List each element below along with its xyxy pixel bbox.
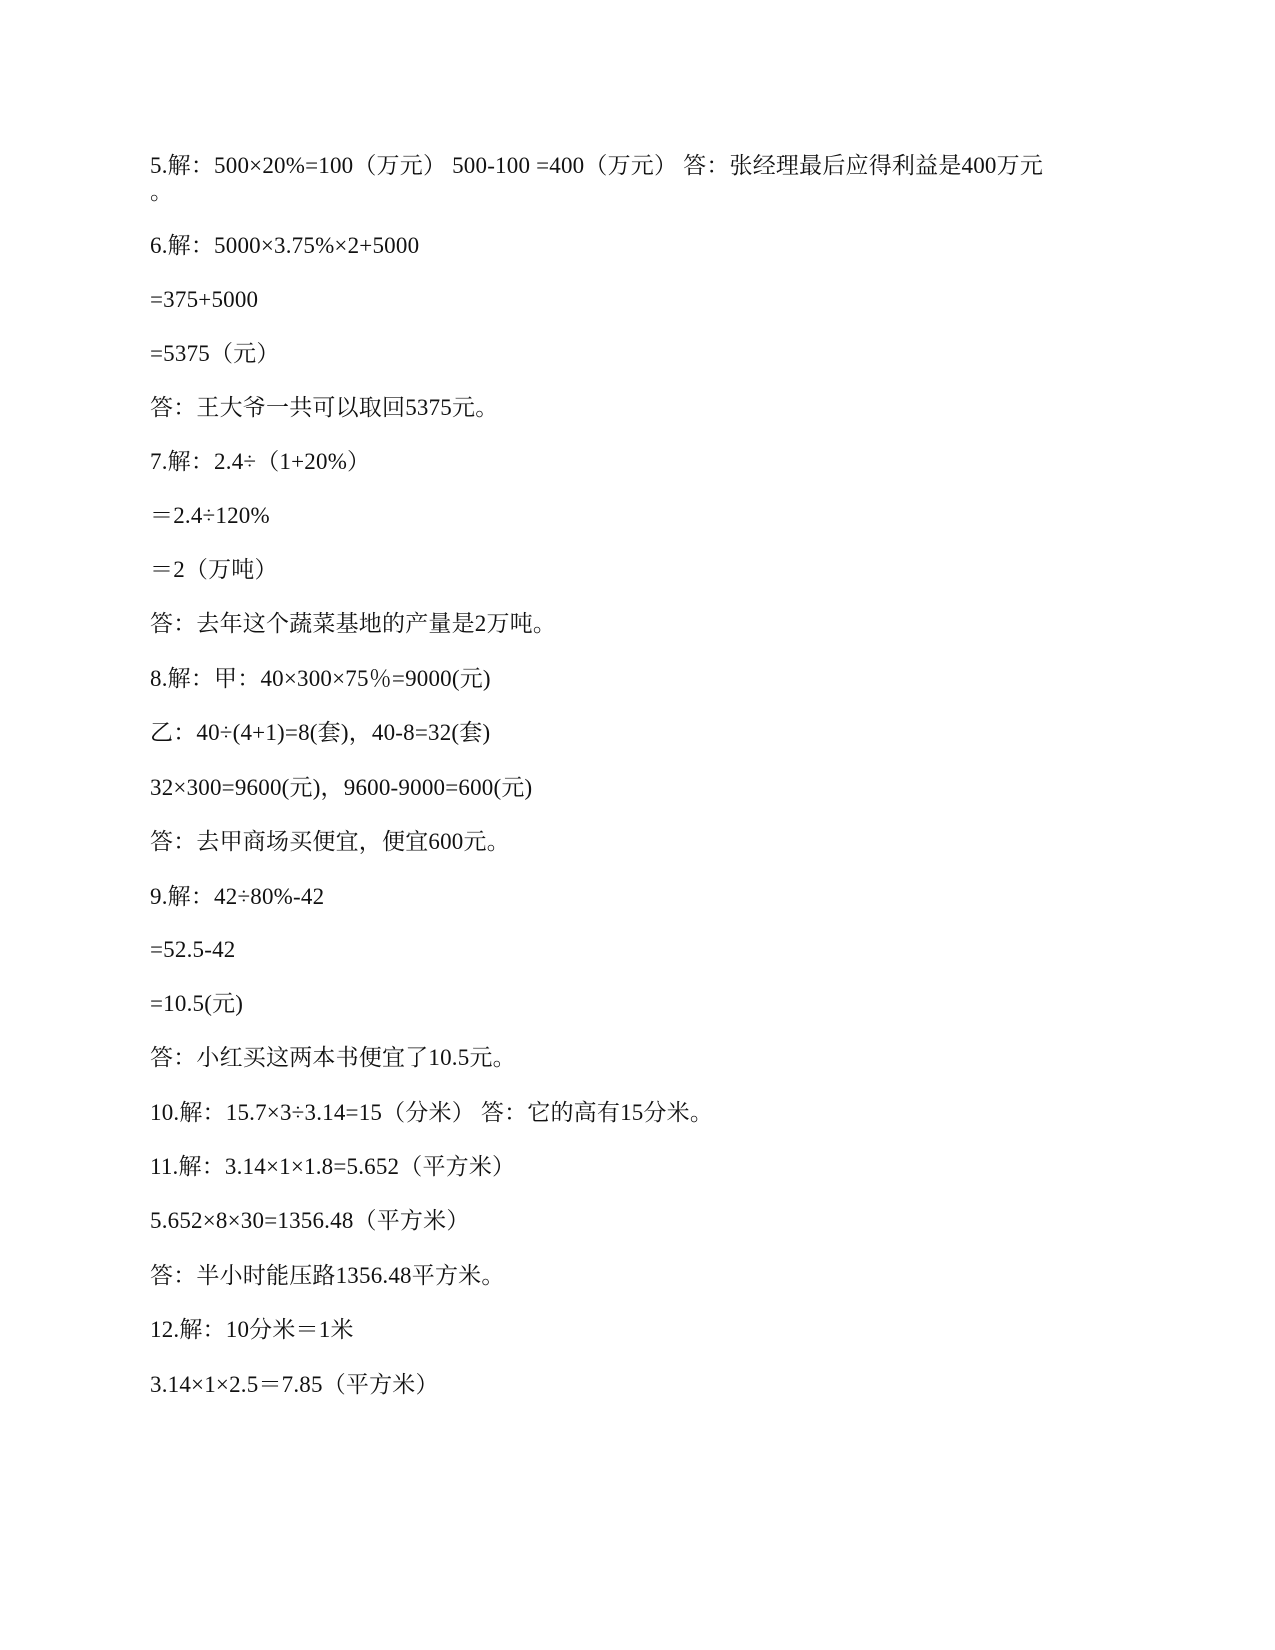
solution-8-line-3: 32×300=9600(元)，9600-9000=600(元)	[150, 775, 533, 800]
solution-10-line: 10.解：15.7×3÷3.14=15（分米） 答：它的高有15分米。	[150, 1100, 714, 1125]
solution-11-answer: 答：半小时能压路1356.48平方米。	[150, 1263, 505, 1288]
solution-9-line-3: =10.5(元)	[150, 991, 244, 1016]
solution-9-line-2: =52.5-42	[150, 937, 236, 962]
solution-7-answer: 答：去年这个蔬菜基地的产量是2万吨。	[150, 611, 557, 636]
solution-6-line-2: =375+5000	[150, 287, 259, 312]
solution-8-line-2: 乙：40÷(4+1)=8(套)，40-8=32(套)	[150, 720, 491, 745]
solution-7-line-3: ＝2（万吨）	[150, 557, 278, 582]
solution-7-line-2: ＝2.4÷120%	[150, 503, 270, 528]
solution-12-line-2: 3.14×1×2.5＝7.85（平方米）	[150, 1372, 439, 1397]
solution-8-answer: 答：去甲商场买便宜，便宜600元。	[150, 829, 510, 854]
solution-11-line-1: 11.解：3.14×1×1.8=5.652（平方米）	[150, 1154, 516, 1179]
solution-9-line-1: 9.解：42÷80%-42	[150, 884, 325, 909]
solution-11-line-2: 5.652×8×30=1356.48（平方米）	[150, 1208, 470, 1233]
solution-9-answer: 答：小红买这两本书便宜了10.5元。	[150, 1045, 516, 1070]
solution-6-line-3: =5375（元）	[150, 341, 280, 366]
solution-6-line-1: 6.解：5000×3.75%×2+5000	[150, 233, 420, 258]
solution-5-line: 5.解：500×20%=100（万元） 500-100 =400（万元） 答：张经理最后应得利益是400万元	[150, 153, 1044, 178]
solution-5-continuation: 。	[150, 179, 174, 204]
solution-6-answer: 答：王大爷一共可以取回5375元。	[150, 395, 499, 420]
solution-7-line-1: 7.解：2.4÷（1+20%）	[150, 449, 371, 474]
solution-12-line-1: 12.解：10分米＝1米	[150, 1317, 354, 1342]
solution-8-line-1: 8.解：甲：40×300×75％=9000(元)	[150, 666, 491, 691]
